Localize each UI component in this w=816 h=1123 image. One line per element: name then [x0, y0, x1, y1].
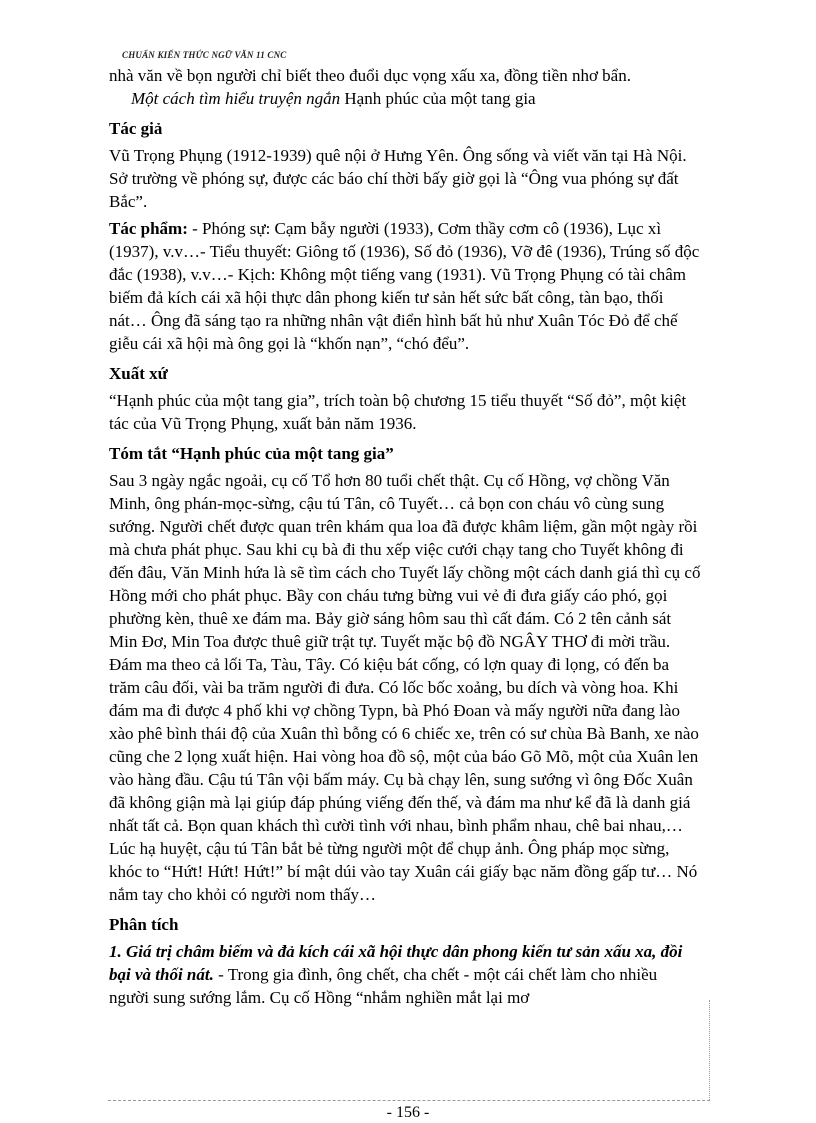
- text-tac-pham: - Phóng sự: Cạm bẫy người (1933), Cơm thầy cơm cô (1936), Lục xì (1937), v.v…- Tiểu thuyết: Giông tố (1936), Số đỏ (1936), Vỡ đê (1936), Trúng số độc đắc (1938), v.v…- Kịch: Không một tiếng vang (1931). Vũ Trọng Phụng có tài châm biếm đả kích cái xã hội thực dân phong kiến tư sản hết sức bất công, tàn bạo, thối nát… Ông đã sáng tạo ra những nhân vật điển hình bất hủ như Xuân Tóc Đỏ để chế giễu cái xã hội mà ông gọi là “khốn nạn”, “chó đểu”.: [109, 219, 700, 353]
- subtitle-title: Hạnh phúc của một tang gia: [344, 89, 536, 108]
- page-content: [109, 64, 701, 1009]
- heading-tac-gia: Tác giả: [109, 119, 163, 138]
- margin-guide: [709, 1000, 710, 1100]
- point-1-label: 1. Giá trị châm biếm và đả kích cái xã hội thực dân phong kiến tư sản xấu xa, đồi bại và thối nát.: [109, 942, 683, 984]
- subtitle-italic: Một cách tìm hiểu truyện ngắn: [131, 89, 341, 108]
- paragraph-xuat-xu: “Hạnh phúc của một tang gia”, trích toàn bộ chương 15 tiểu thuyết “Số đỏ”, một kiệt tác của Vũ Trọng Phụng, xuất bản năm 1936.: [109, 391, 687, 433]
- subtitle: [131, 87, 701, 110]
- heading-tom-tat: Tóm tắt “Hạnh phúc của một tang gia”: [109, 444, 394, 463]
- heading-phan-tich: Phân tích: [109, 915, 179, 934]
- label-tac-pham: Tác phẩm:: [109, 219, 188, 238]
- page-number: - 156 -: [386, 1104, 430, 1121]
- point-1-text: - Trong gia đình, ông chết, cha chết - một cái chết làm cho nhiều người sung sướng lắm. Cụ cố Hồng “nhắm nghiền mắt lại mơ: [109, 965, 658, 1007]
- paragraph-tac-gia: Vũ Trọng Phụng (1912-1939) quê nội ở Hưng Yên. Ông sống và viết văn tại Hà Nội. Sở trường về phóng sự, được các báo chí thời bấy giờ gọi là “Ông vua phóng sự đất Bắc”.: [109, 146, 687, 211]
- paragraph-tom-tat: Sau 3 ngày ngắc ngoải, cụ cố Tổ hơn 80 tuổi chết thật. Cụ cố Hồng, vợ chồng Văn Minh, ông phán-mọc-sừng, cậu tú Tân, cô Tuyết… cả bọn con cháu vô cùng sung sướng. Người chết được quan trên khám qua loa đã được khâm liệm, gần một ngày rồi mà chưa phát phục. Sau khi cụ bà đi thu xếp việc cưới chạy tang cho Tuyết không đi đến đâu, Văn Minh hứa là sẽ tìm cách cho Tuyết lấy chồng một cách danh giá thì cụ cố Hồng mới cho phát phục. Bầy con cháu tưng bừng vui vẻ đi đưa giấy cáo phó, gọi phường kèn, thuê xe đám ma. Bảy giờ sáng hôm sau thì cất đám. Có 2 tên cảnh sát Min Đơ, Min Toa được thuê giữ trật tự. Tuyết mặc bộ đồ NGÂY THƠ đi mời trầu. Đám ma theo cả lối Ta, Tàu, Tây. Có kiệu bát cống, có lợn quay đi lọng, có đến ba trăm câu đối, vài ba trăm người đi đưa. Có lốc bốc xoảng, bu dích và vòng hoa. Khi đám ma đi được 4 phố khi vợ chồng Typn, bà Phó Đoan và mấy người nữa đang lào xào phê bình thái độ của Xuân thì bỗng có 6 chiếc xe, trên có sư chùa Bà Banh, xe nào cũng che 2 lọng xuất hiện. Hai vòng hoa đồ sộ, một của báo Gõ Mõ, một của Xuân len vào hàng đầu. Cậu tú Tân vội bấm máy. Cụ bà chạy lên, sung sướng vì ông Đốc Xuân đã không giận mà lại giúp đáp phúng viếng đến thế, và đám ma như kể đã là danh giá nhất tất cả. Bọn quan khách thì cười tình với nhau, bình phẩm nhau, chê bai nhau,… Lúc hạ huyệt, cậu tú Tân bắt bẻ từng người một để chụp ảnh. Ông pháp mọc sừng, khóc to “Hứt! Hứt! Hứt!” bí mật dúi vào tay Xuân cái giấy bạc năm đồng gấp tư… Nó nắm tay cho khỏi có người nom thấy…: [109, 471, 701, 904]
- paragraph-phan-tich: [109, 940, 701, 1009]
- running-header: CHUẨN KIẾN THỨC NGỮ VĂN 11 CNC: [122, 50, 287, 60]
- paragraph-tac-pham: [109, 217, 701, 355]
- footer-divider: [108, 1100, 710, 1101]
- heading-xuat-xu: Xuất xứ: [109, 364, 168, 383]
- intro-line: nhà văn về bọn người chỉ biết theo đuổi dục vọng xấu xa, đồng tiền nhơ bẩn.: [109, 66, 631, 85]
